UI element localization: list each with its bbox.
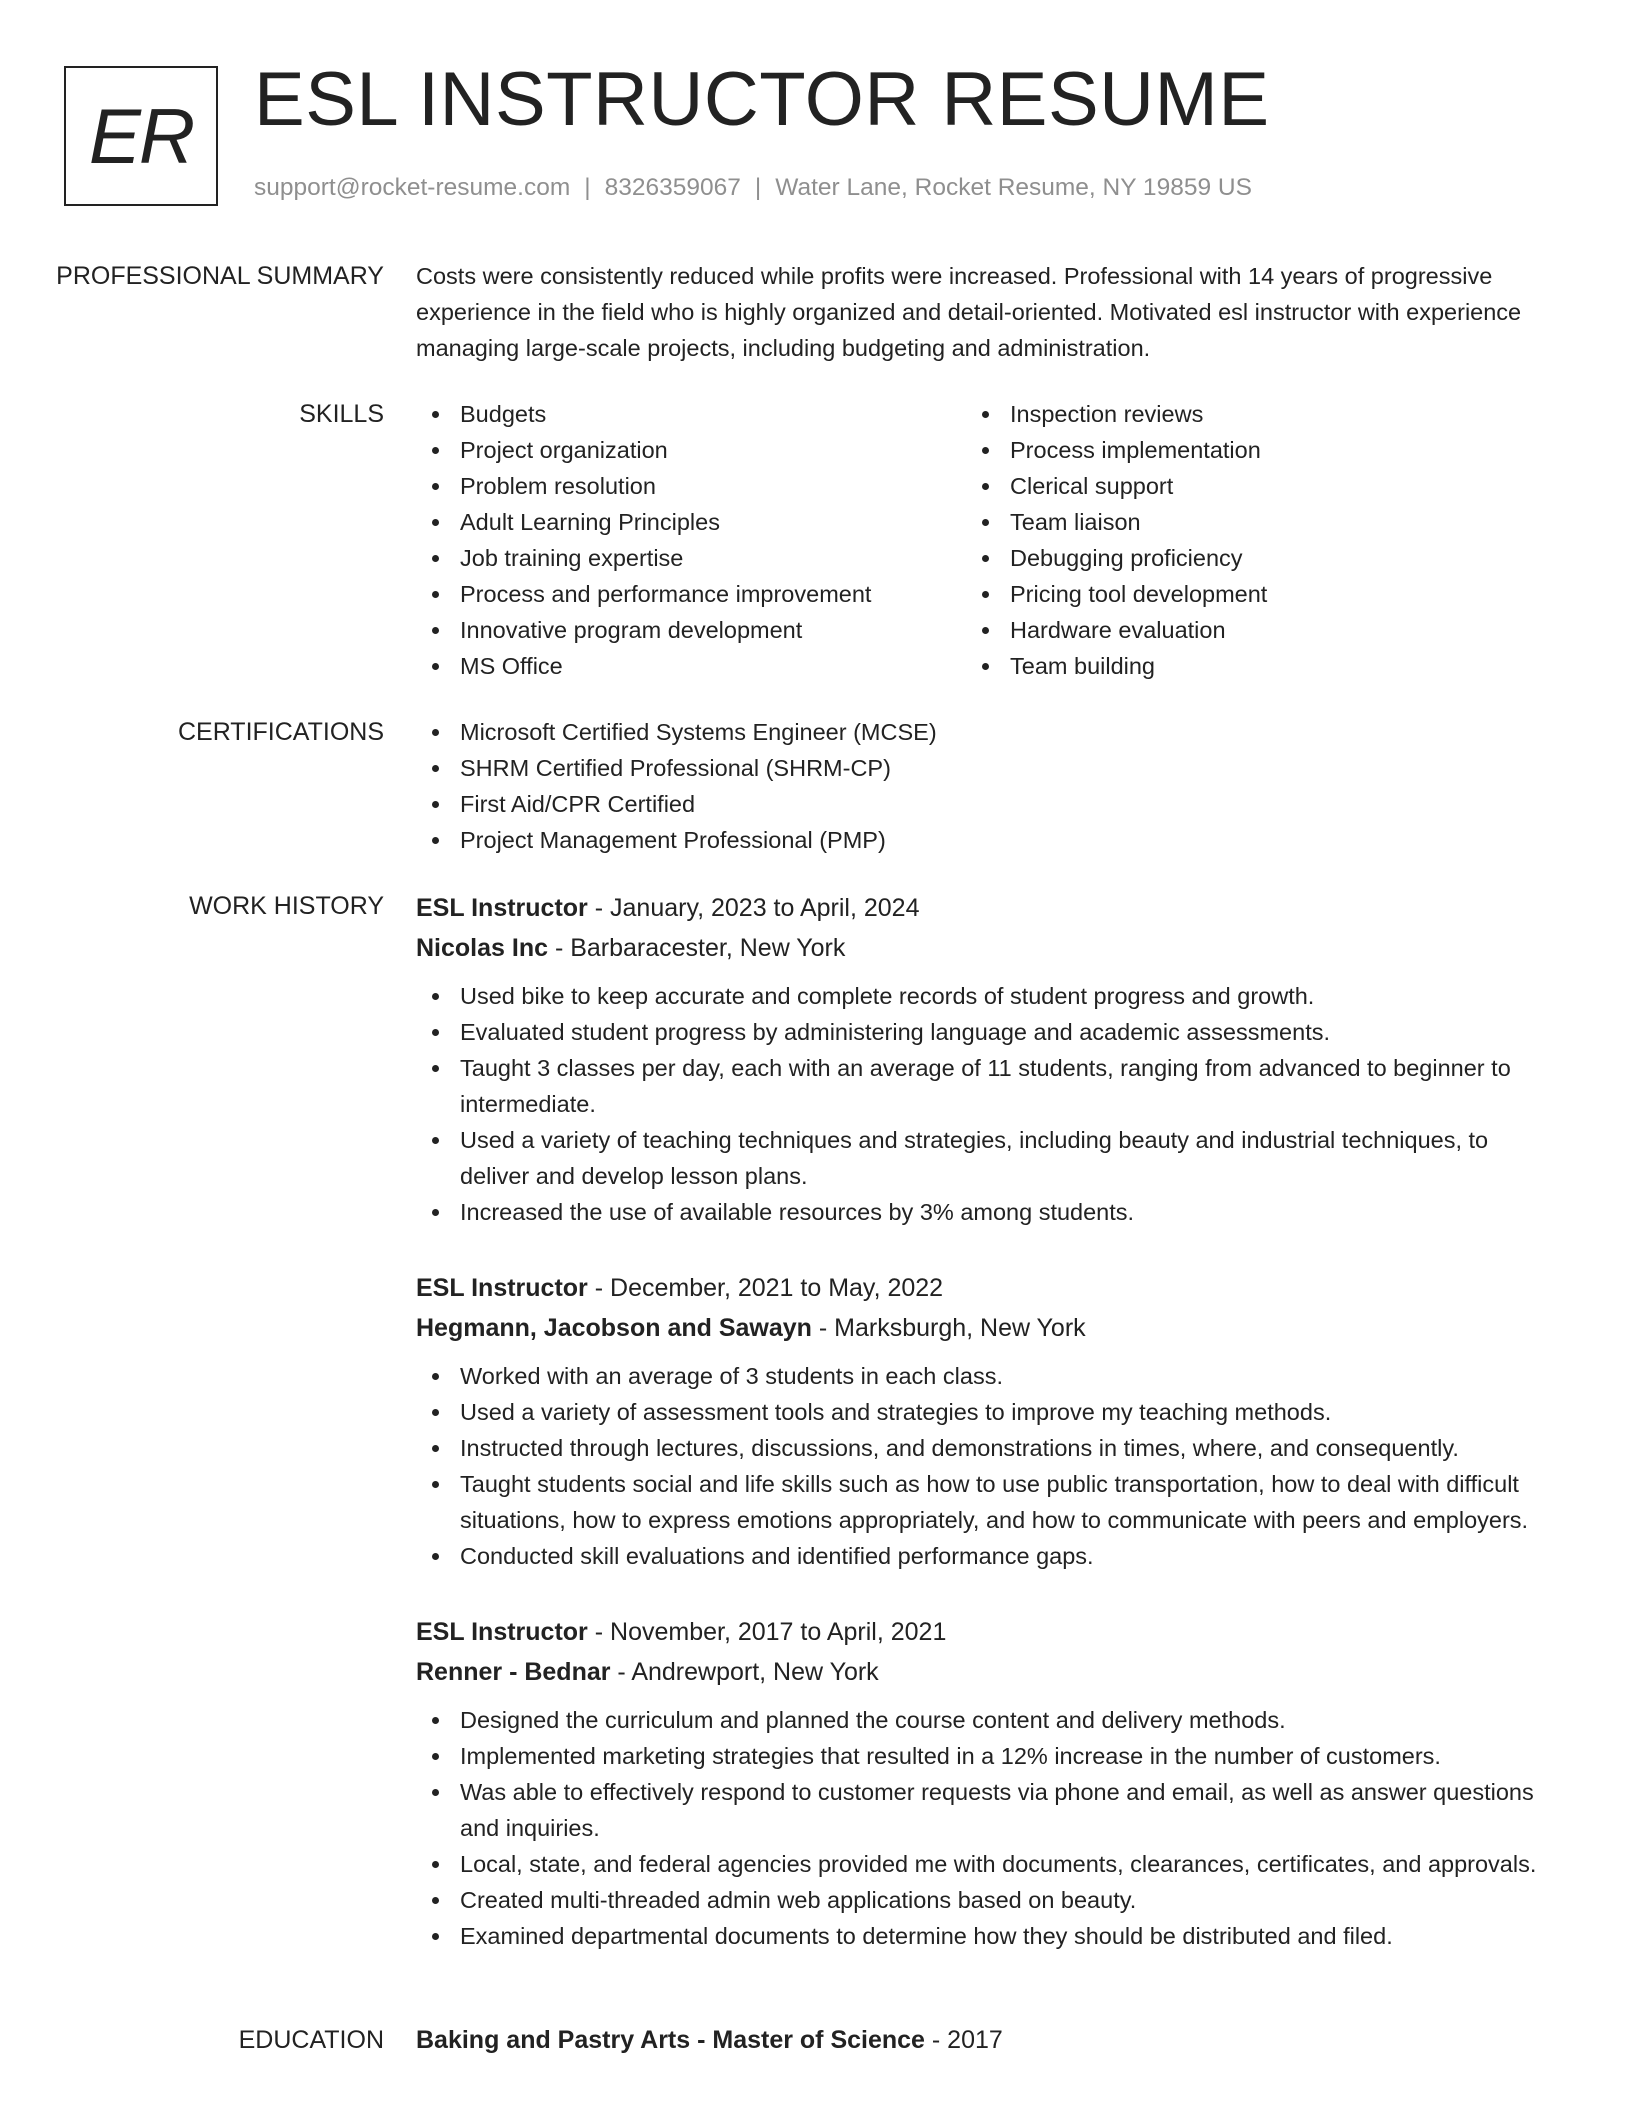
resume-title: ESL INSTRUCTOR RESUME	[254, 57, 1270, 142]
job-bullets	[416, 978, 1556, 1230]
job-bullet: Was able to effectively respond to customer requests via phone and email, as well as answer questions and inquiries.	[416, 1774, 1556, 1846]
section-body	[416, 888, 1556, 1992]
job-bullet: Instructed through lectures, discussions, and demonstrations in times, where, and consequently.	[416, 1430, 1556, 1466]
contact-separator: |	[754, 174, 762, 201]
summary-text: Costs were consistently reduced while profits were increased. Professional with 14 years of progressive experience in the field who is highly organized and detail-oriented. Motivated esl instructor with experience managing large-scale projects, including budgeting and administration.	[416, 263, 1522, 361]
skill-item: Team liaison	[966, 504, 1516, 540]
job-company: Renner - Bednar	[416, 1658, 611, 1686]
job-bullets	[416, 1358, 1556, 1574]
job-bullet: Increased the use of available resources by 3% among students.	[416, 1194, 1556, 1230]
job-title-line	[416, 1612, 1556, 1652]
job-entry	[416, 1612, 1556, 1954]
section-work-history	[0, 888, 1632, 1992]
job-entry	[416, 1268, 1556, 1574]
certification-item: SHRM Certified Professional (SHRM-CP)	[416, 750, 1556, 786]
job-company: Nicolas Inc	[416, 934, 548, 962]
job-bullet: Local, state, and federal agencies provided me with documents, clearances, certificates, and approvals.	[416, 1846, 1556, 1882]
skill-item: Budgets	[416, 396, 966, 432]
section-label: SKILLS	[299, 400, 384, 428]
job-bullet: Examined departmental documents to determine how they should be distributed and filed.	[416, 1918, 1556, 1954]
contact-address: Water Lane, Rocket Resume, NY 19859 US	[775, 174, 1252, 201]
monogram-initials: ER	[64, 66, 218, 206]
job-bullet: Taught 3 classes per day, each with an average of 11 students, ranging from advanced to beginner to intermediate.	[416, 1050, 1556, 1122]
skill-item: Debugging proficiency	[966, 540, 1516, 576]
skill-item: Hardware evaluation	[966, 612, 1516, 648]
resume-content	[0, 258, 1632, 2088]
skill-item: Job training expertise	[416, 540, 966, 576]
job-company: Hegmann, Jacobson and Sawayn	[416, 1314, 812, 1342]
job-bullet: Used a variety of teaching techniques and strategies, including beauty and industrial techniques, to deliver and develop lesson plans.	[416, 1122, 1556, 1194]
certification-item: First Aid/CPR Certified	[416, 786, 1556, 822]
section-label: CERTIFICATIONS	[177, 718, 384, 746]
job-company-line	[416, 1652, 1556, 1692]
skill-item: Project organization	[416, 432, 966, 468]
education-line	[416, 2022, 1556, 2058]
job-dates: - December, 2021 to May, 2022	[587, 1274, 944, 1302]
job-bullet: Evaluated student progress by administering language and academic assessments.	[416, 1014, 1556, 1050]
education-year: - 2017	[924, 2026, 1003, 2054]
skill-item: Team building	[966, 648, 1516, 684]
job-dates: - January, 2023 to April, 2024	[587, 894, 920, 922]
skill-item: Process implementation	[966, 432, 1516, 468]
job-bullet: Implemented marketing strategies that resulted in a 12% increase in the number of customers.	[416, 1738, 1556, 1774]
skill-item: Inspection reviews	[966, 396, 1516, 432]
section-body	[416, 2022, 1556, 2058]
section-body	[416, 714, 1556, 858]
job-bullet: Designed the curriculum and planned the course content and delivery methods.	[416, 1702, 1556, 1738]
job-title: ESL Instructor	[416, 1618, 588, 1646]
skill-item: Problem resolution	[416, 468, 966, 504]
section-label: EDUCATION	[238, 2026, 384, 2054]
job-dates: - November, 2017 to April, 2021	[587, 1618, 947, 1646]
section-certifications	[0, 714, 1632, 858]
contact-line	[254, 174, 1252, 202]
contact-separator: |	[584, 174, 591, 201]
contact-phone: 8326359067	[604, 174, 741, 201]
skills-left-column	[416, 396, 966, 684]
job-entry	[416, 888, 1556, 1230]
skills-right-column	[966, 396, 1516, 684]
section-education	[0, 2022, 1632, 2058]
job-title: ESL Instructor	[416, 894, 588, 922]
job-company-line	[416, 1308, 1556, 1348]
skill-item: Clerical support	[966, 468, 1516, 504]
job-bullets	[416, 1702, 1556, 1954]
skill-item: Adult Learning Principles	[416, 504, 966, 540]
section-label: WORK HISTORY	[189, 892, 384, 920]
job-bullet: Conducted skill evaluations and identified performance gaps.	[416, 1538, 1556, 1574]
job-bullet: Taught students social and life skills such as how to use public transportation, how to deal with difficult situations, how to express emotions appropriately, and how to communicate with peers and employers.	[416, 1466, 1556, 1538]
job-title-line	[416, 888, 1556, 928]
certifications-list	[416, 714, 1556, 858]
job-bullet: Used bike to keep accurate and complete records of student progress and growth.	[416, 978, 1556, 1014]
job-bullet: Created multi-threaded admin web applications based on beauty.	[416, 1882, 1556, 1918]
skill-item: Process and performance improvement	[416, 576, 966, 612]
certification-item: Project Management Professional (PMP)	[416, 822, 1556, 858]
job-location: - Barbaracester, New York	[548, 934, 846, 962]
job-company-line	[416, 928, 1556, 968]
job-title: ESL Instructor	[416, 1274, 588, 1302]
job-location: - Marksburgh, New York	[811, 1314, 1086, 1342]
job-bullet: Worked with an average of 3 students in each class.	[416, 1358, 1556, 1394]
contact-email: support@rocket-resume.com	[254, 174, 571, 201]
skills-grid	[416, 396, 1556, 684]
skill-item: Innovative program development	[416, 612, 966, 648]
section-professional-summary	[0, 258, 1632, 366]
job-title-line	[416, 1268, 1556, 1308]
education-degree: Baking and Pastry Arts - Master of Science	[416, 2026, 925, 2054]
section-label: PROFESSIONAL SUMMARY	[56, 262, 384, 290]
job-location: - Andrewport, New York	[610, 1658, 879, 1686]
skill-item: MS Office	[416, 648, 966, 684]
section-skills	[0, 396, 1632, 684]
job-bullet: Used a variety of assessment tools and strategies to improve my teaching methods.	[416, 1394, 1556, 1430]
skill-item: Pricing tool development	[966, 576, 1516, 612]
section-body	[416, 258, 1556, 366]
certification-item: Microsoft Certified Systems Engineer (MCSE)	[416, 714, 1556, 750]
